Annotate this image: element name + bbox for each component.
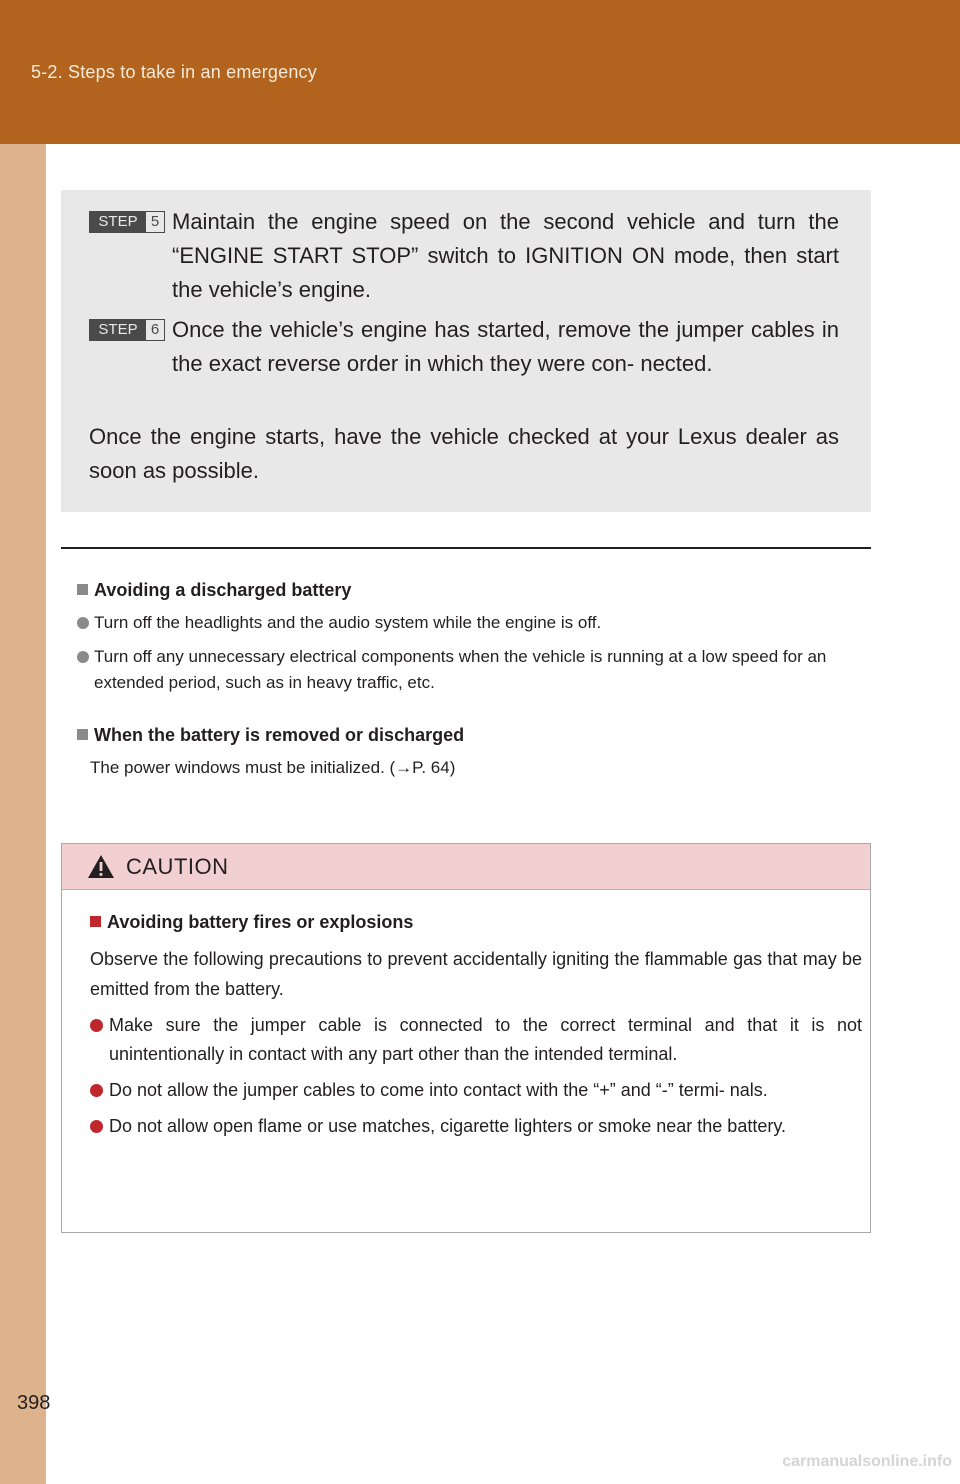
bullet-text: Do not allow open flame or use matches, cigarette lighters or smoke near the battery. — [109, 1116, 787, 1136]
round-bullet-icon — [77, 617, 89, 629]
page-number: 398 — [17, 1392, 51, 1414]
section-removed — [77, 723, 867, 781]
watermark: carmanualsonline.info — [782, 1453, 952, 1470]
list-item — [77, 610, 867, 636]
section-avoid — [77, 578, 867, 696]
step-6 — [89, 313, 839, 381]
step-badge — [89, 211, 165, 233]
heading-text: When the battery is removed or discharged — [94, 725, 465, 745]
heading-text: Avoiding battery fires or explosions — [107, 912, 414, 932]
steps-box — [61, 190, 871, 512]
caution-box — [61, 843, 871, 1233]
step-number: 6 — [146, 320, 164, 340]
section-heading — [77, 578, 867, 602]
warning-triangle-icon — [87, 854, 115, 879]
step-label: STEP — [90, 320, 146, 340]
bullet-text: Turn off any unnecessary electrical components when the vehicle is running at a low speed for an extended period, such as in heavy traffic, etc. — [94, 647, 827, 692]
caution-title: CAUTION — [126, 854, 229, 879]
round-bullet-icon — [90, 1084, 103, 1097]
step-label: STEP — [90, 212, 146, 232]
list-item — [90, 1076, 862, 1105]
section-title: 5-2. Steps to take in an emergency — [31, 62, 317, 82]
list-item — [90, 1112, 862, 1141]
caution-intro: Observe the following precautions to prevent accidentally igniting the flammable gas that may be emitted from the battery. — [90, 949, 862, 999]
list-item — [77, 644, 867, 696]
square-bullet-icon — [77, 729, 88, 740]
section-heading — [77, 723, 867, 747]
bullet-text: Do not allow the jumper cables to come into contact with the “+” and “-” termi- nals. — [109, 1080, 768, 1100]
square-bullet-icon — [77, 584, 88, 595]
list-item — [90, 1011, 862, 1069]
round-bullet-icon — [77, 651, 89, 663]
step-badge — [89, 319, 165, 341]
caution-header — [62, 844, 870, 890]
round-bullet-icon — [90, 1120, 103, 1133]
caution-heading — [90, 910, 862, 934]
step-note: Once the engine starts, have the vehicle checked at your Lexus dealer as soon as possible. — [89, 424, 839, 483]
caution-body — [90, 910, 862, 1141]
divider — [61, 547, 871, 549]
step-text: Maintain the engine speed on the second vehicle and turn the “ENGINE START STOP” switch to IGNITION ON mode, then start the vehicle’s engine. — [172, 209, 839, 302]
step-text: Once the vehicle’s engine has started, remove the jumper cables in the exact reverse order in which they were con- nected. — [172, 317, 839, 376]
heading-text: Avoiding a discharged battery — [94, 580, 352, 600]
step-5 — [89, 205, 839, 307]
page-header — [0, 0, 960, 144]
section-text: The power windows must be initialized. (→P. 64) — [90, 758, 456, 777]
step-number: 5 — [146, 212, 164, 232]
bullet-text: Make sure the jumper cable is connected to the correct terminal and that it is not unintentionally in contact with any part other than the intended terminal. — [109, 1015, 862, 1064]
sidebar-strip — [0, 144, 46, 1484]
square-bullet-icon — [90, 916, 101, 927]
bullet-text: Turn off the headlights and the audio system while the engine is off. — [94, 613, 602, 632]
round-bullet-icon — [90, 1019, 103, 1032]
